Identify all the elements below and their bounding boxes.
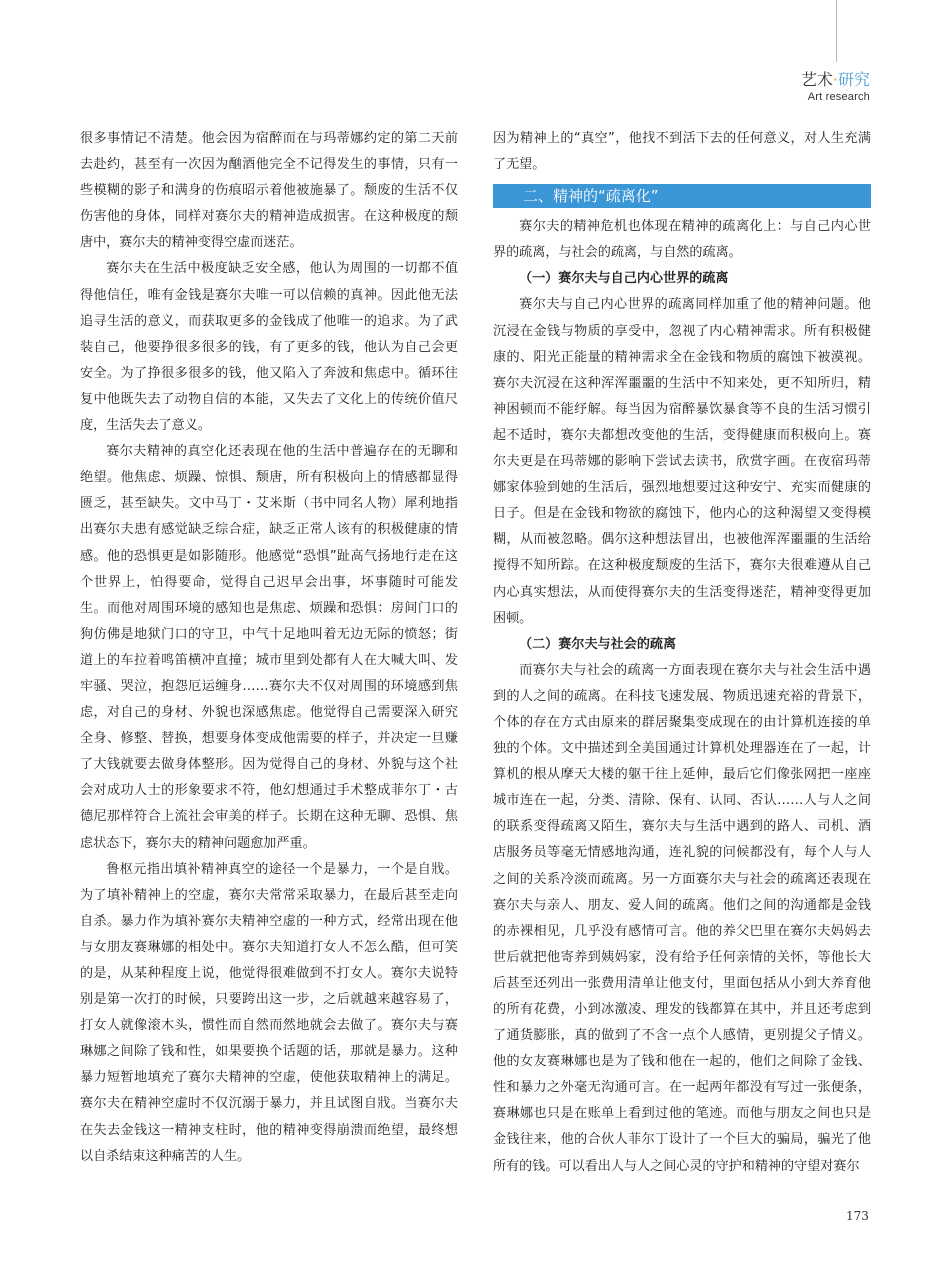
journal-header xyxy=(801,70,870,103)
left-paragraph-2: 赛尔夫在生活中极度缺乏安全感，他认为周围的一切都不值得他信任，唯有金钱是赛尔夫唯一可以信赖的真神。因此他无法追寻生活的意义，而获取更多的金钱成了他唯一的追求。为了武装自己，他要挣很多很多的钱，有了更多的钱，他认为自己会更安全。为了挣很多很多的钱，他又陷入了奔波和焦虑中。循环往复中他既失去了动物自信的本能，又失去了文化上的传统价值尺度，生活失去了意义。 xyxy=(80,261,458,434)
section-heading: 二、精神的“疏离化” xyxy=(493,184,871,208)
right-column xyxy=(493,126,871,1180)
subsection-heading-1: （一）赛尔夫与自己内心世界的疏离 xyxy=(519,271,729,287)
title-cn-part-a: 艺术 xyxy=(800,70,833,89)
right-paragraph-1: 因为精神上的“真空”，他找不到活下去的任何意义，对人生充满了无望。 xyxy=(493,131,871,173)
journal-title-en: Art research xyxy=(807,91,870,103)
title-dot: · xyxy=(832,70,838,89)
page-number: 173 xyxy=(846,1209,869,1223)
left-paragraph-1: 很多事情记不清楚。他会因为宿醉而在与玛蒂娜约定的第二天前去赴约，甚至有一次因为酗酒他完全不记得发生的事情，只有一些模糊的影子和满身的伤痕昭示着他被施暴了。颓废的生活不仅伤害他的身体，同样对赛尔夫的精神造成损害。在这种极度的颓唐中，赛尔夫的精神变得空虚而迷茫。 xyxy=(80,131,458,251)
right-paragraph-2: 赛尔夫的精神危机也体现在精神的疏离化上：与自己内心世界的疏离，与社会的疏离，与自然的疏离。 xyxy=(493,219,871,261)
title-cn-part-b: 研究 xyxy=(837,70,870,89)
left-column xyxy=(80,126,458,1170)
right-paragraph-4: 而赛尔夫与社会的疏离一方面表现在赛尔夫与社会生活中遇到的人之间的疏离。在科技飞速发展、物质迅速充裕的背景下，个体的存在方式由原来的群居聚集变成现在的由计算机连接的单独的个体。文中描述到全美国通过计算机处理器连在了一起，计算机的根从摩天大楼的躯干往上延伸，最后它们像张网把一座座城市连在一起，分类、清除、保有、认同、否认……人与人之间的联系变得疏离又陌生，赛尔夫与生活中遇到的路人、司机、酒店服务员等毫无情感地沟通，连礼貌的问候都没有，每个人与人之间的关系冷淡而疏离。另一方面赛尔夫与社会的疏离还表现在赛尔夫与亲人、朋友、爱人间的疏离。他们之间的沟通都是金钱的赤裸相见，几乎没有感情可言。他的养父巴里在赛尔夫妈妈去世后就把他寄养到姨妈家，没有给予任何亲情的关怀，等他长大后甚至还列出一张费用清单让他支付，里面包括从小到大养育他的所有花费，小到冰激凌、理发的钱都算在其中，并且还考虑到了通货膨胀，真的做到了不含一点个人感情，更别提父子情义。他的女友赛琳娜也是为了钱和他在一起的，他们之间除了金钱、性和暴力之外毫无沟通可言。在一起两年都没有写过一张便条，赛琳娜也只是在账单上看到过他的笔迹。而他与朋友之间也只是金钱往来，他的合伙人菲尔丁设计了一个巨大的骗局，骗光了他所有的钱。可以看出人与人之间心灵的守护和精神的守望对赛尔 xyxy=(493,662,871,1174)
journal-title-cn xyxy=(801,70,870,90)
header-divider-line xyxy=(836,0,837,62)
subsection-heading-2: （二）赛尔夫与社会的疏离 xyxy=(519,636,677,652)
left-paragraph-4: 鲁枢元指出填补精神真空的途径一个是暴力，一个是自戕。为了填补精神上的空虚，赛尔夫常常采取暴力，在最后甚至走向自杀。暴力作为填补赛尔夫精神空虚的一种方式，经常出现在他与女朋友赛琳娜的相处中。赛尔夫知道打女人不怎么酷，但可笑的是，从某种程度上说，他觉得很难做到不打女人。赛尔夫说特别是第一次打的时候，只要跨出这一步，之后就越来越容易了，打女人就像滚木头，惯性而自然而然地就会去做了。赛尔夫与赛琳娜之间除了钱和性，如果要换个话题的话，那就是暴力。这种暴力短暂地填充了赛尔夫精神的空虚，使他获取精神上的满足。赛尔夫在精神空虚时不仅沉溺于暴力，并且试图自戕。当赛尔夫在失去金钱这一精神支柱时，他的精神变得崩溃而绝望，最终想以自杀结束这种痛苦的人生。 xyxy=(80,861,458,1164)
right-paragraph-3: 赛尔夫与自己内心世界的疏离同样加重了他的精神问题。他沉浸在金钱与物质的享受中，忽视了内心精神需求。所有积极健康的、阳光正能量的精神需求全在金钱和物质的腐蚀下被漠视。赛尔夫沉浸在这种浑浑噩噩的生活中不知来处，更不知所归，精神困顿而不能纾解。每当因为宿醉暴饮暴食等不良的生活习惯引起不适时，赛尔夫都想改变他的生活，变得健康而积极向上。赛尔夫更是在玛蒂娜的影响下尝试去读书，欣赏字画。在夜宿玛蒂娜家体验到她的生活后，强烈地想要过这种安宁、充实而健康的日子。但是在金钱和物欲的腐蚀下，他内心的这种渴望又变得模糊，从而被忽略。偶尔这种想法冒出，也被他浑浑噩噩的生活给搅得不知所踪。在这种极度颓废的生活下，赛尔夫很难遵从自己内心真实想法，从而使得赛尔夫的生活变得迷茫，精神变得更加困顿。 xyxy=(493,297,871,626)
left-paragraph-3: 赛尔夫精神的真空化还表现在他的生活中普遍存在的无聊和绝望。他焦虑、烦躁、惊惧、颓唐，所有积极向上的情感都显得匮乏，甚至缺失。文中马丁・艾米斯（书中同名人物）犀利地指出赛尔夫患有感觉缺乏综合症，缺乏正常人该有的积极健康的情感。他的恐惧更是如影随形。他感觉“恐惧”趾高气扬地行走在这个世界上，怕得要命，觉得自己迟早会出事，坏事随时可能发生。而他对周围环境的感知也是焦虑、烦躁和恐惧：房间门口的狗仿佛是地狱门口的守卫，中气十足地叫着无边无际的愤怒；街道上的车拉着鸣笛横冲直撞；城市里到处都有人在大喊大叫、发牢骚、哭泣，抱怨厄运缠身……赛尔夫不仅对周围的环境感到焦虑，对自己的身材、外貌也深感焦虑。他觉得自己需要深入研究全身、修整、替换，想要身体变成他需要的样子，并决定一旦赚了大钱就要去做身体整形。因为觉得自己的身材、外貌与这个社会对成功人士的形象要求不符，他幻想通过手术整成菲尔丁・古德尼那样符合上流社会审美的样子。长期在这种无聊、恐惧、焦虑状态下，赛尔夫的精神问题愈加严重。 xyxy=(80,444,458,851)
